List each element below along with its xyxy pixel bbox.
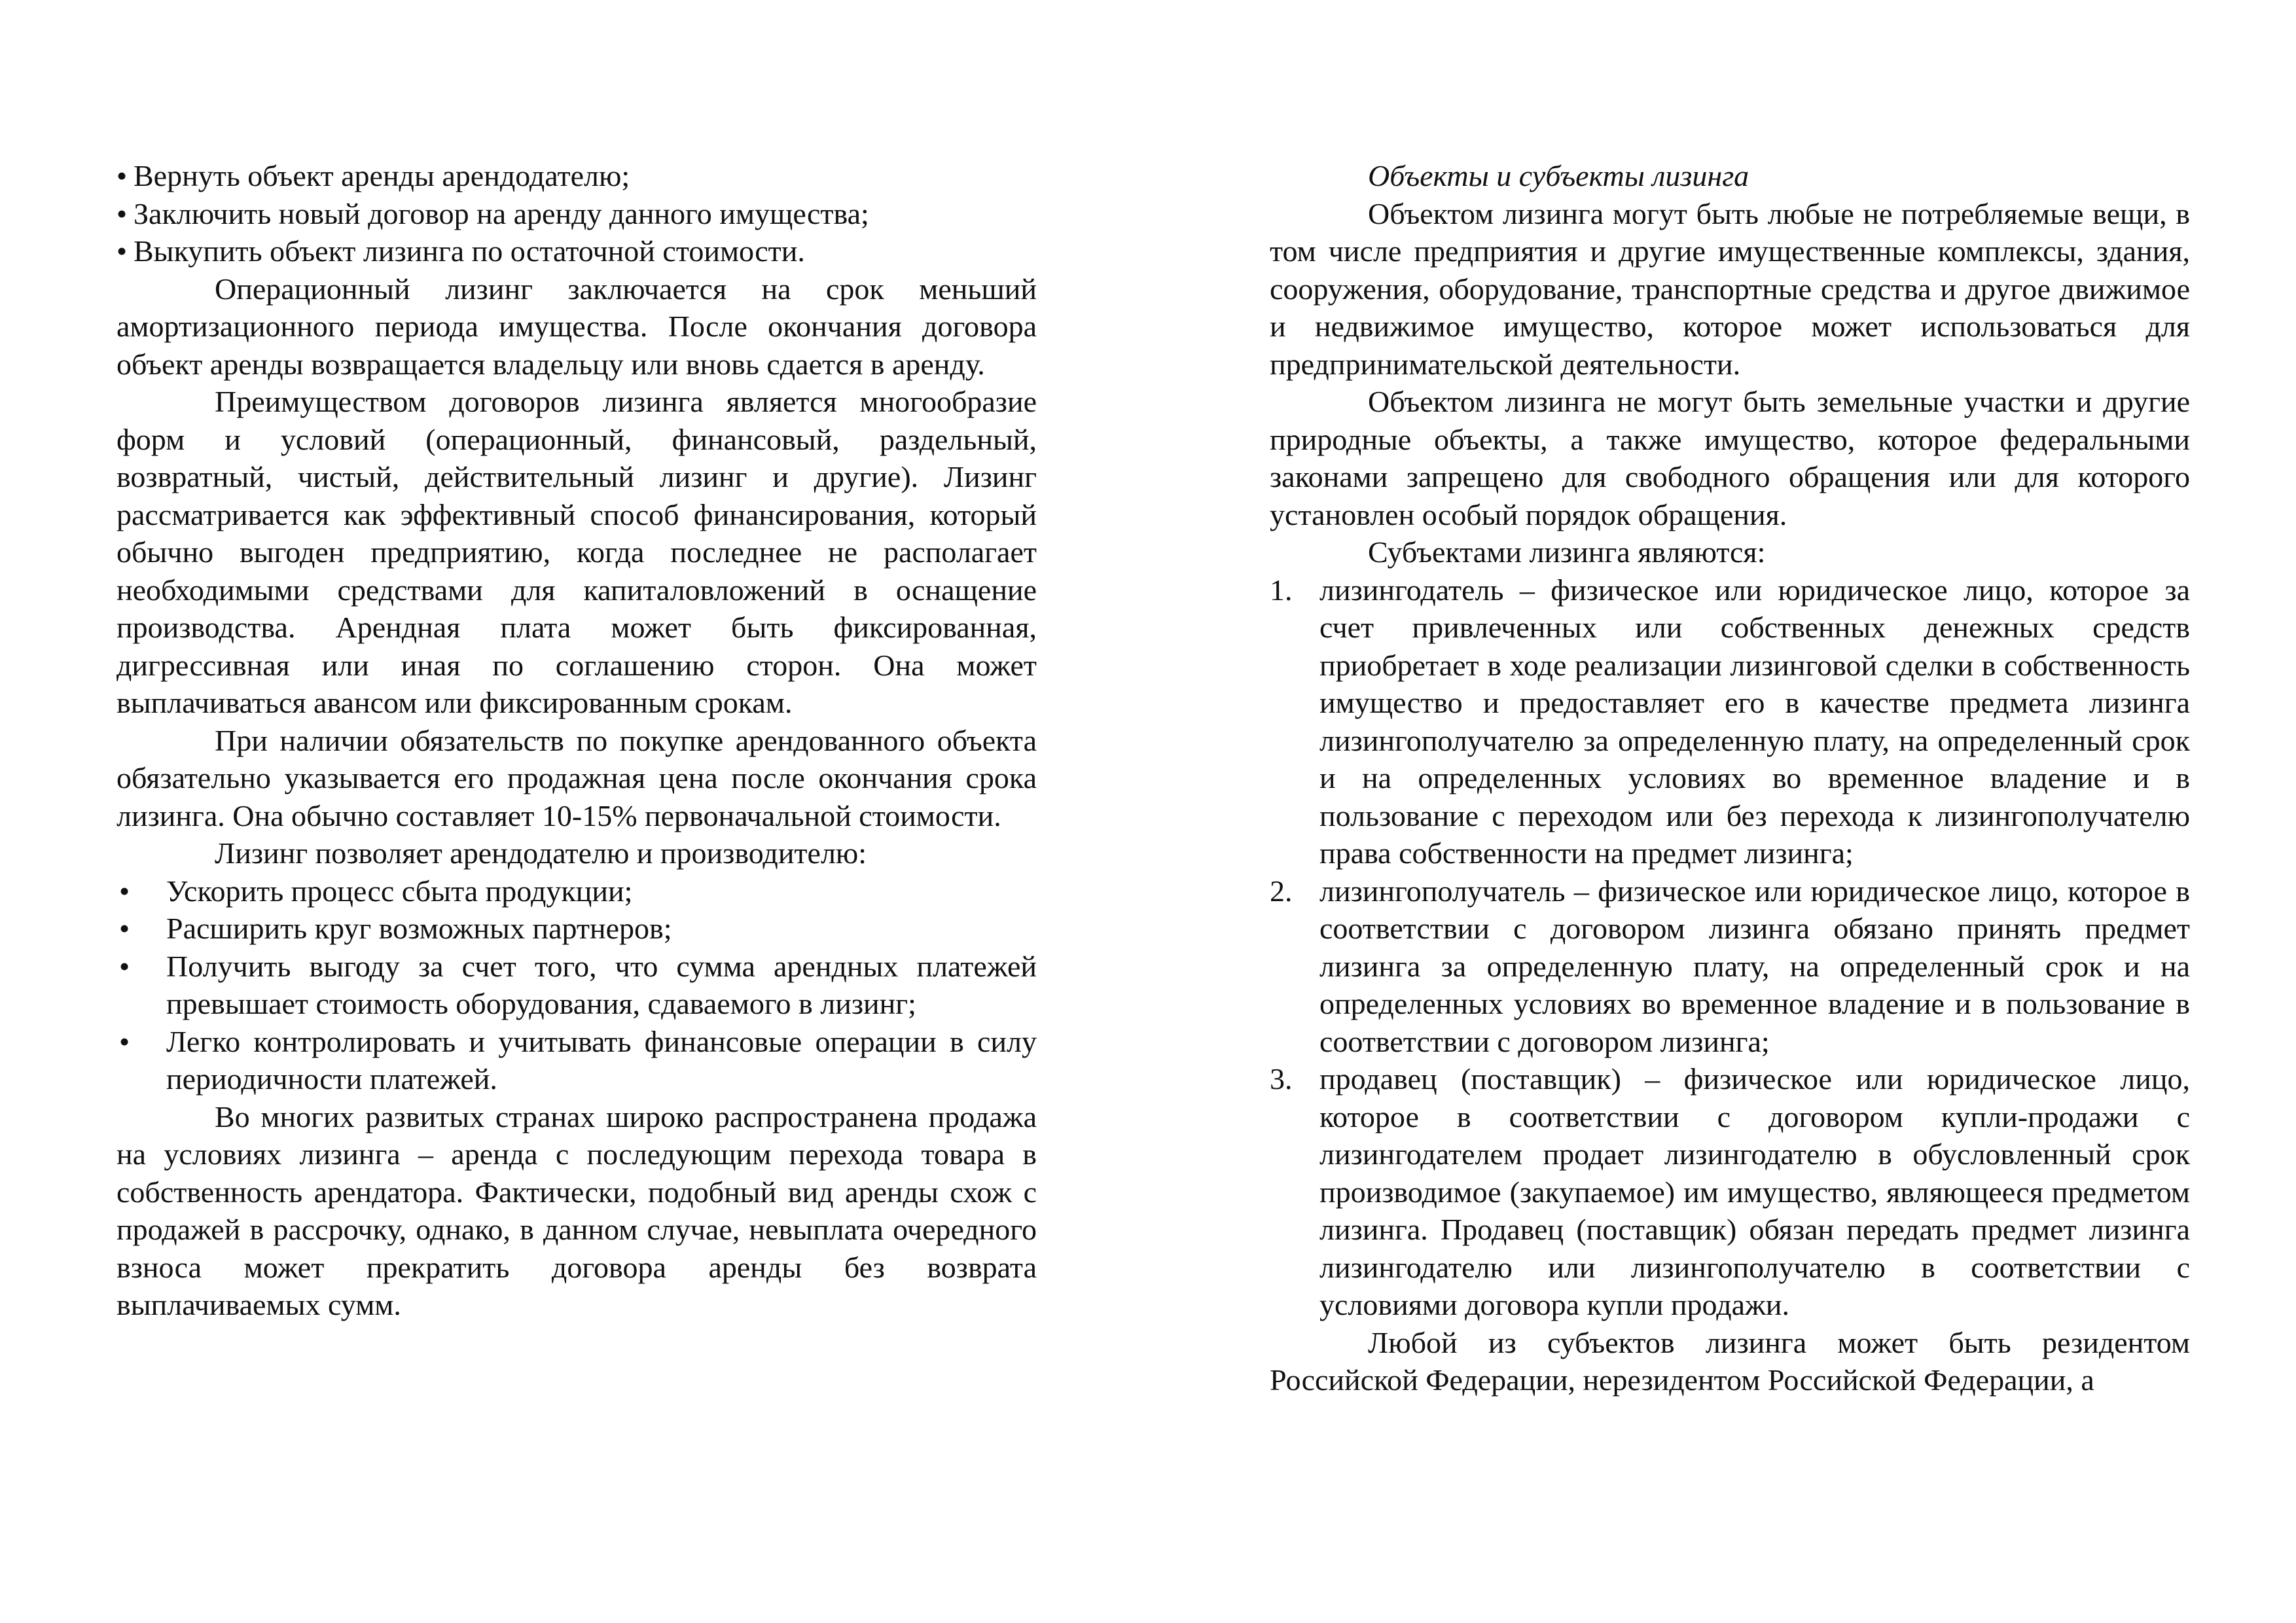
subject-number: 3. bbox=[1270, 1062, 1293, 1096]
subjects-intro: Субъектами лизинга являются: bbox=[1368, 535, 1766, 569]
subject-item bbox=[1270, 1060, 2190, 1324]
paragraph-operational-leasing: Операционный лизинг заключается на срок меньший амортизационного периода имущества. После окончания договора объект аренды возвращается владельцу или вновь сдается в аренду. bbox=[117, 272, 1037, 381]
bullet-icon: • bbox=[119, 912, 130, 945]
benefit-item bbox=[117, 1023, 1037, 1098]
bullet-text: Вернуть объект аренды арендодателю; bbox=[134, 159, 630, 192]
bullet-icon: • bbox=[119, 1024, 130, 1058]
subject-item bbox=[1270, 571, 2190, 872]
benefit-text: Легко контролировать и учитывать финансовые операции в силу периодичности платежей. bbox=[166, 1024, 1037, 1096]
bullet-icon: • bbox=[117, 159, 128, 192]
right-column bbox=[1270, 157, 2190, 1399]
bullet-item bbox=[117, 157, 1037, 195]
paragraph-excluded-objects: Объектом лизинга не могут быть земельные участки и другие природные объекты, а также имущество, которое федеральными законами запрещено для свободного обращения или для которого установлен особый порядок обращения. bbox=[1270, 385, 2190, 531]
left-column bbox=[117, 157, 1037, 1324]
paragraph-residency: Любой из субъектов лизинга может быть резидентом Российской Федерации, нерезидентом Российской Федерации, а bbox=[1270, 1325, 2190, 1397]
subject-text: лизингодатель – физическое или юридическое лицо, которое за счет привлеченных или собственных денежных средств приобретает в ходе реализации лизинговой сделки в собственность имущество и предоставляет его в качестве предмета лизинга лизингополучателю за определенную плату, на определенный срок и на определенных условиях во временное владение и в пользование с переходом или без перехода к лизингополучателю права собственности на предмет лизинга; bbox=[1319, 573, 2190, 870]
benefit-item bbox=[117, 872, 1037, 910]
bullet-icon: • bbox=[119, 949, 130, 983]
paragraph-lease-sale: Во многих развитых странах широко распространена продажа на условиях лизинга – аренда с последующим перехода товара в собственность арендатора. Фактически, подобный вид аренды схож с продажей в рассрочку, однако, в данном случае, невыплата очередного взноса может прекратить договора аренды без возврата выплачиваемых сумм. bbox=[117, 1099, 1037, 1321]
subject-text: продавец (поставщик) – физическое или юридическое лицо, которое в соответствии с договором купли-продажи с лизингодателем продает лизингодателю в обусловленный срок производимое (закупаемое) им имущество, являющееся предметом лизинга. Продавец (поставщик) обязан передать предмет лизинга лизингодателю или лизингополучателю в соответствии с условиями договора купли продажи. bbox=[1319, 1062, 2190, 1321]
subject-item bbox=[1270, 872, 2190, 1061]
benefit-text: Получить выгоду за счет того, что сумма арендных платежей превышает стоимость оборудования, сдаваемого в лизинг; bbox=[166, 949, 1037, 1020]
bullet-text: Выкупить объект лизинга по остаточной стоимости. bbox=[134, 234, 805, 268]
bullet-icon: • bbox=[117, 234, 128, 268]
bullet-item bbox=[117, 232, 1037, 270]
paragraph-leasing-objects: Объектом лизинга могут быть любые не потребляемые вещи, в том числе предприятия и другие имущественные комплексы, здания, сооружения, оборудование, транспортные средства и другое движимое и недвижимое имущество, которое может использоваться для предпринимательской деятельности. bbox=[1270, 196, 2190, 381]
paragraph-purchase-obligations: При наличии обязательств по покупке арендованного объекта обязательно указывается его продажная цена после окончания срока лизинга. Она обычно составляет 10-15% первоначальной стоимости. bbox=[117, 723, 1037, 832]
subject-number: 2. bbox=[1270, 874, 1293, 908]
bullet-text: Заключить новый договор на аренду данного имущества; bbox=[134, 196, 869, 230]
subject-number: 1. bbox=[1270, 573, 1293, 607]
benefit-text: Расширить круг возможных партнеров; bbox=[166, 912, 672, 945]
bullet-icon: • bbox=[119, 874, 130, 908]
bullet-item bbox=[117, 195, 1037, 233]
subject-text: лизингополучатель – физическое или юридическое лицо, которое в соответствии с договором лизинга обязано принять предмет лизинга за определенную плату, на определенный срок и на определенных условиях во временное владение и в пользование в соответствии с договором лизинга; bbox=[1319, 874, 2190, 1058]
benefits-intro: Лизинг позволяет арендодателю и производителю: bbox=[215, 836, 867, 870]
benefit-item bbox=[117, 910, 1037, 948]
benefit-item bbox=[117, 948, 1037, 1023]
benefit-text: Ускорить процесс сбыта продукции; bbox=[166, 874, 633, 908]
bullet-icon: • bbox=[117, 196, 128, 230]
paragraph-leasing-advantages: Преимуществом договоров лизинга является многообразие форм и условий (операционный, финансовый, раздельный, возвратный, чистый, действительный лизинг и другие). Лизинг рассматривается как эффективный способ финансирования, который обычно выгоден предприятию, когда последнее не располагает необходимыми средствами для капиталовложений в оснащение производства. Арендная плата может быть фиксированная, дигрессивная или иная по соглашению сторон. Она может выплачиваться авансом или фиксированным срокам. bbox=[117, 385, 1037, 719]
section-heading: Объекты и субъекты лизинга bbox=[1368, 159, 1749, 192]
